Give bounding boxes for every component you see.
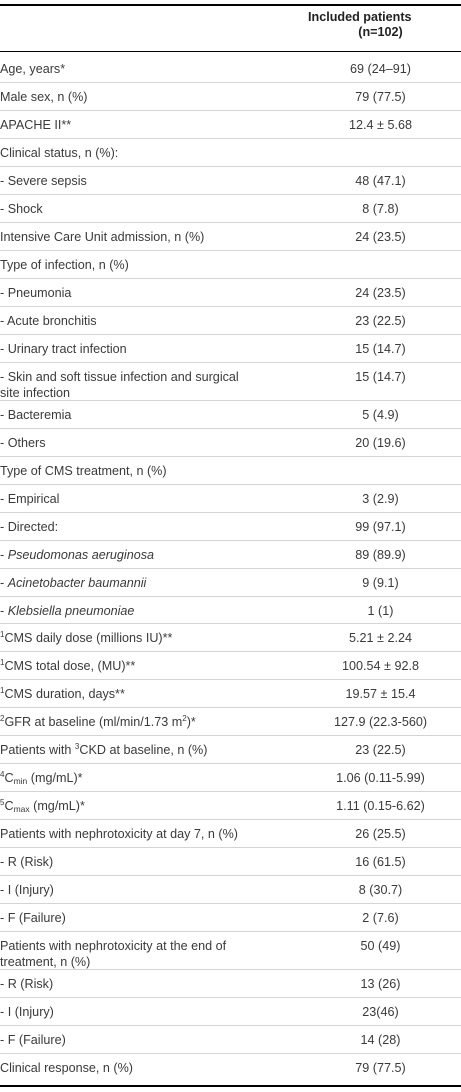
row-label bbox=[0, 145, 285, 161]
label-text: Clinical status, n (%): bbox=[0, 146, 119, 160]
label-text: Intensive Care Unit admission, n (%) bbox=[0, 230, 205, 244]
row-value: 26 (25.5) bbox=[355, 827, 406, 841]
label-text: Klebsiella pneumoniae bbox=[7, 604, 135, 618]
row-value: 8 (7.8) bbox=[362, 202, 399, 216]
table-row bbox=[0, 457, 461, 485]
row-label bbox=[0, 173, 285, 189]
row-label bbox=[0, 938, 285, 970]
label-text: - I (Injury) bbox=[0, 1005, 54, 1019]
row-label bbox=[0, 491, 285, 507]
label-text: CMS total dose, (MU)** bbox=[4, 659, 136, 673]
label-tail: )* bbox=[186, 715, 196, 729]
row-value: 1 (1) bbox=[367, 604, 394, 618]
row-label bbox=[0, 882, 285, 898]
row-label bbox=[0, 686, 285, 702]
column-header-count: (n=102) bbox=[358, 25, 403, 39]
row-value: 48 (47.1) bbox=[355, 174, 406, 188]
table-row bbox=[0, 513, 461, 541]
label-text: - R (Risk) bbox=[0, 977, 54, 991]
table-row bbox=[0, 111, 461, 139]
row-label bbox=[0, 519, 285, 535]
row-label bbox=[0, 1060, 285, 1076]
row-value: 24 (23.5) bbox=[355, 286, 406, 300]
table-row bbox=[0, 223, 461, 251]
label-text: Male sex, n (%) bbox=[0, 90, 88, 104]
row-value: 9 (9.1) bbox=[362, 576, 399, 590]
label-text: - Skin and soft tissue infection and surgical bbox=[0, 370, 239, 384]
label-text: - Bacteremia bbox=[0, 408, 72, 422]
label-text: C bbox=[4, 799, 14, 813]
label-dash: - bbox=[0, 604, 8, 618]
table-row bbox=[0, 970, 461, 998]
table-row bbox=[0, 83, 461, 111]
table-top-rule bbox=[0, 4, 461, 6]
row-label bbox=[0, 798, 285, 814]
label-text: CMS daily dose (millions IU)** bbox=[4, 631, 173, 645]
label-text: Type of infection, n (%) bbox=[0, 258, 129, 272]
row-value: 69 (24–91) bbox=[350, 62, 411, 76]
label-tail: (mg/mL)* bbox=[29, 799, 85, 813]
label-text: - F (Failure) bbox=[0, 1033, 66, 1047]
label-text: APACHE II** bbox=[0, 118, 72, 132]
table-row bbox=[0, 624, 461, 652]
row-label bbox=[0, 407, 285, 423]
row-label bbox=[0, 575, 285, 591]
row-label bbox=[0, 826, 285, 842]
label-tail: (mg/mL)* bbox=[27, 771, 83, 785]
table-row bbox=[0, 307, 461, 335]
row-value: 5.21 ± 2.24 bbox=[349, 631, 412, 645]
row-value: 19.57 ± 15.4 bbox=[345, 687, 416, 701]
table-row bbox=[0, 820, 461, 848]
footnote-marker: 1 bbox=[0, 630, 5, 639]
table-row bbox=[0, 680, 461, 708]
footnote-marker: 1 bbox=[0, 686, 5, 695]
label-prefix: Patients with bbox=[0, 743, 75, 757]
row-label bbox=[0, 117, 285, 133]
row-label bbox=[0, 603, 285, 619]
label-text: - Empirical bbox=[0, 492, 60, 506]
row-label bbox=[0, 229, 285, 245]
table-row bbox=[0, 998, 461, 1026]
table-row bbox=[0, 569, 461, 597]
label-continuation: treatment, n (%) bbox=[0, 955, 91, 969]
label-text: - Shock bbox=[0, 202, 43, 216]
table-row bbox=[0, 195, 461, 223]
row-label bbox=[0, 1004, 285, 1020]
row-value: 79 (77.5) bbox=[355, 1061, 406, 1075]
table-row bbox=[0, 139, 461, 167]
row-label bbox=[0, 201, 285, 217]
row-value: 20 (19.6) bbox=[355, 436, 406, 450]
table-row bbox=[0, 335, 461, 363]
label-continuation: site infection bbox=[0, 386, 71, 400]
row-value: 99 (97.1) bbox=[355, 520, 406, 534]
row-value: 8 (30.7) bbox=[358, 883, 403, 897]
row-value: 15 (14.7) bbox=[355, 342, 406, 356]
table-row bbox=[0, 429, 461, 457]
row-label bbox=[0, 742, 285, 758]
row-value: 23 (22.5) bbox=[355, 743, 406, 757]
label-text: CMS duration, days** bbox=[4, 687, 125, 701]
row-label bbox=[0, 313, 285, 329]
label-text: - R (Risk) bbox=[0, 855, 54, 869]
label-superscript: 2 bbox=[182, 714, 187, 723]
row-value: 2 (7.6) bbox=[362, 911, 399, 925]
row-value: 23(46) bbox=[362, 1005, 399, 1019]
row-label bbox=[0, 658, 285, 674]
row-label bbox=[0, 89, 285, 105]
footnote-marker: 2 bbox=[0, 714, 5, 723]
column-header-title: Included patients bbox=[308, 10, 412, 24]
label-text: CKD at baseline, n (%) bbox=[79, 743, 208, 757]
row-value: 15 (14.7) bbox=[355, 370, 406, 384]
table-row bbox=[0, 541, 461, 569]
table-row bbox=[0, 167, 461, 195]
row-label bbox=[0, 435, 285, 451]
table-row bbox=[0, 932, 461, 970]
row-label bbox=[0, 341, 285, 357]
label-text: - I (Injury) bbox=[0, 883, 54, 897]
table-row bbox=[0, 55, 461, 83]
row-label bbox=[0, 547, 285, 563]
table-bottom-rule bbox=[0, 1085, 461, 1087]
row-value: 1.11 (0.15-6.62) bbox=[336, 799, 425, 813]
footnote-marker: 3 bbox=[74, 742, 80, 751]
label-text: Patients with nephrotoxicity at the end of bbox=[0, 939, 227, 953]
label-text: - Others bbox=[0, 436, 46, 450]
row-value: 24 (23.5) bbox=[355, 230, 406, 244]
row-label bbox=[0, 463, 285, 479]
row-label bbox=[0, 257, 285, 273]
label-text: Acinetobacter baumannii bbox=[7, 576, 147, 590]
row-value: 23 (22.5) bbox=[355, 314, 406, 328]
table-row bbox=[0, 708, 461, 736]
label-text: - Directed: bbox=[0, 520, 59, 534]
table-row bbox=[0, 764, 461, 792]
table-row bbox=[0, 597, 461, 624]
row-label bbox=[0, 770, 285, 786]
label-text: GFR at baseline (ml/min/1.73 m bbox=[4, 715, 183, 729]
row-label bbox=[0, 61, 285, 77]
label-text: - F (Failure) bbox=[0, 911, 66, 925]
header-rule bbox=[0, 51, 461, 52]
table-row bbox=[0, 652, 461, 680]
table-row bbox=[0, 485, 461, 513]
row-label bbox=[0, 630, 285, 646]
label-text: Patients with nephrotoxicity at day 7, n (%) bbox=[0, 827, 238, 841]
label-text: C bbox=[4, 771, 14, 785]
row-value: 89 (89.9) bbox=[355, 548, 406, 562]
row-value: 50 (49) bbox=[360, 939, 401, 953]
label-text: Age, years* bbox=[0, 62, 66, 76]
row-value: 16 (61.5) bbox=[355, 855, 406, 869]
label-text: - Pneumonia bbox=[0, 286, 72, 300]
row-value: 1.06 (0.11-5.99) bbox=[336, 771, 425, 785]
label-dash: - bbox=[0, 548, 8, 562]
row-label bbox=[0, 1032, 285, 1048]
label-text: - Urinary tract infection bbox=[0, 342, 127, 356]
label-text: - Severe sepsis bbox=[0, 174, 87, 188]
row-label bbox=[0, 369, 285, 401]
table-row bbox=[0, 848, 461, 876]
table-row bbox=[0, 251, 461, 279]
row-value: 100.54 ± 92.8 bbox=[342, 659, 419, 673]
row-label bbox=[0, 285, 285, 301]
table-row bbox=[0, 1026, 461, 1054]
row-label bbox=[0, 976, 285, 992]
table-row bbox=[0, 279, 461, 307]
row-value: 13 (26) bbox=[360, 977, 401, 991]
label-subscript: min bbox=[13, 776, 28, 786]
label-subscript: max bbox=[13, 804, 30, 814]
row-value: 5 (4.9) bbox=[362, 408, 399, 422]
table-row bbox=[0, 1054, 461, 1085]
label-text: Type of CMS treatment, n (%) bbox=[0, 464, 167, 478]
label-dash: - bbox=[0, 576, 8, 590]
row-label bbox=[0, 714, 285, 730]
row-label bbox=[0, 854, 285, 870]
footnote-marker: 4 bbox=[0, 770, 5, 779]
table-row bbox=[0, 792, 461, 820]
table-row bbox=[0, 401, 461, 429]
row-label bbox=[0, 910, 285, 926]
table-row bbox=[0, 904, 461, 932]
row-value: 14 (28) bbox=[360, 1033, 401, 1047]
label-text: Clinical response, n (%) bbox=[0, 1061, 133, 1075]
row-value: 3 (2.9) bbox=[362, 492, 399, 506]
table-row bbox=[0, 876, 461, 904]
table-row bbox=[0, 736, 461, 764]
table-row bbox=[0, 363, 461, 401]
row-value: 12.4 ± 5.68 bbox=[349, 118, 412, 132]
row-value: 79 (77.5) bbox=[355, 90, 406, 104]
label-text: - Acute bronchitis bbox=[0, 314, 97, 328]
row-value: 127.9 (22.3-560) bbox=[333, 715, 428, 729]
footnote-marker: 1 bbox=[0, 658, 5, 667]
label-text: Pseudomonas aeruginosa bbox=[7, 548, 155, 562]
footnote-marker: 5 bbox=[0, 798, 5, 807]
